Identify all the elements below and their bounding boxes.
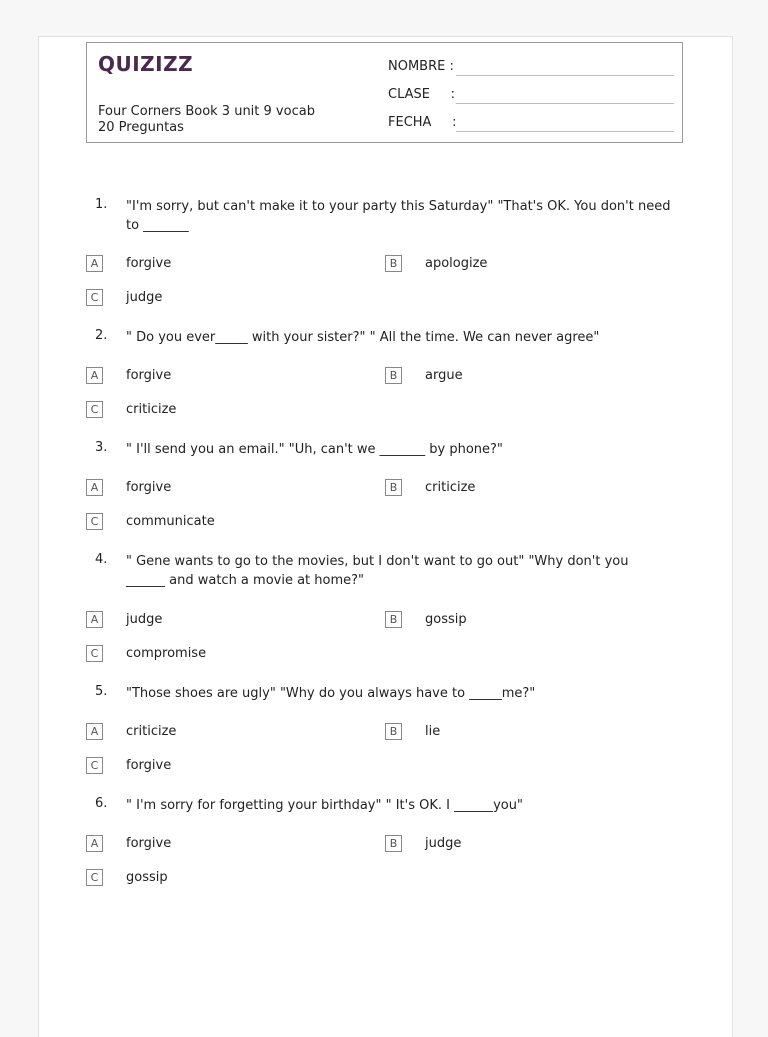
student-fields [388,57,678,141]
worksheet-page [38,36,733,1037]
option-text: compromise [126,646,207,661]
option-letter-box[interactable]: B [385,835,402,852]
question-text: "Those shoes are ugly" "Why do you always have to _____me?" [126,686,536,701]
option-letter-box[interactable]: B [385,479,402,496]
option-text: forgive [126,256,172,271]
question-number: 2. [95,328,108,343]
class-field[interactable] [388,85,678,113]
date-line[interactable] [456,131,674,132]
question-text: " I'm sorry for forgetting your birthday" " It's OK. I ______you" [126,798,523,813]
option-text: lie [425,724,441,739]
question-text: " Gene wants to go to the movies, but I don't want to go out" "Why don't you ______ and watch a movie at home?" [126,554,629,588]
option-letter-box[interactable]: B [385,367,402,384]
option-letter-box[interactable]: C [86,513,103,530]
option-text: criticize [126,402,177,417]
option-letter-box[interactable]: C [86,645,103,662]
option-text: forgive [126,480,172,495]
question-text: " I'll send you an email." "Uh, can't we _______ by phone?" [126,442,503,457]
option-text: argue [425,368,463,383]
class-line[interactable] [456,103,674,104]
option-text: forgive [126,758,172,773]
option-text: judge [126,290,163,305]
date-field[interactable] [388,113,678,141]
option-text: forgive [126,368,172,383]
option-letter-box[interactable]: A [86,367,103,384]
option-letter-box[interactable]: C [86,869,103,886]
option-letter-box[interactable]: C [86,401,103,418]
option-letter-box[interactable]: A [86,611,103,628]
option-text: forgive [126,836,172,851]
question-number: 6. [95,796,108,811]
option-letter-box[interactable]: B [385,255,402,272]
question-number: 3. [95,440,108,455]
option-text: judge [126,612,163,627]
option-text: communicate [126,514,215,529]
option-letter-box[interactable]: B [385,611,402,628]
option-text: gossip [126,870,168,885]
worksheet-header [86,42,683,143]
quizizz-logo: QUIZIZZ [98,52,194,76]
quiz-title-block [98,104,315,136]
date-label: FECHA : [388,115,457,130]
option-text: criticize [425,480,476,495]
name-line[interactable] [456,75,674,76]
option-text: criticize [126,724,177,739]
class-label: CLASE : [388,87,456,102]
option-letter-box[interactable]: A [86,835,103,852]
name-field[interactable] [388,57,678,85]
option-text: gossip [425,612,467,627]
question-number: 5. [95,684,108,699]
option-text: apologize [425,256,488,271]
option-letter-box[interactable]: B [385,723,402,740]
question-text: " Do you ever_____ with your sister?" " All the time. We can never agree" [126,330,600,345]
option-letter-box[interactable]: C [86,757,103,774]
question-number: 4. [95,552,108,567]
question-text: "I'm sorry, but can't make it to your party this Saturday" "That's OK. You don't need to _______ [126,199,671,233]
option-letter-box[interactable]: A [86,255,103,272]
option-text: judge [425,836,462,851]
option-letter-box[interactable]: C [86,289,103,306]
quiz-title: Four Corners Book 3 unit 9 vocab [98,104,315,119]
question-number: 1. [95,197,108,212]
question-count: 20 Preguntas [98,120,184,135]
option-letter-box[interactable]: A [86,723,103,740]
option-letter-box[interactable]: A [86,479,103,496]
name-label: NOMBRE : [388,59,454,74]
